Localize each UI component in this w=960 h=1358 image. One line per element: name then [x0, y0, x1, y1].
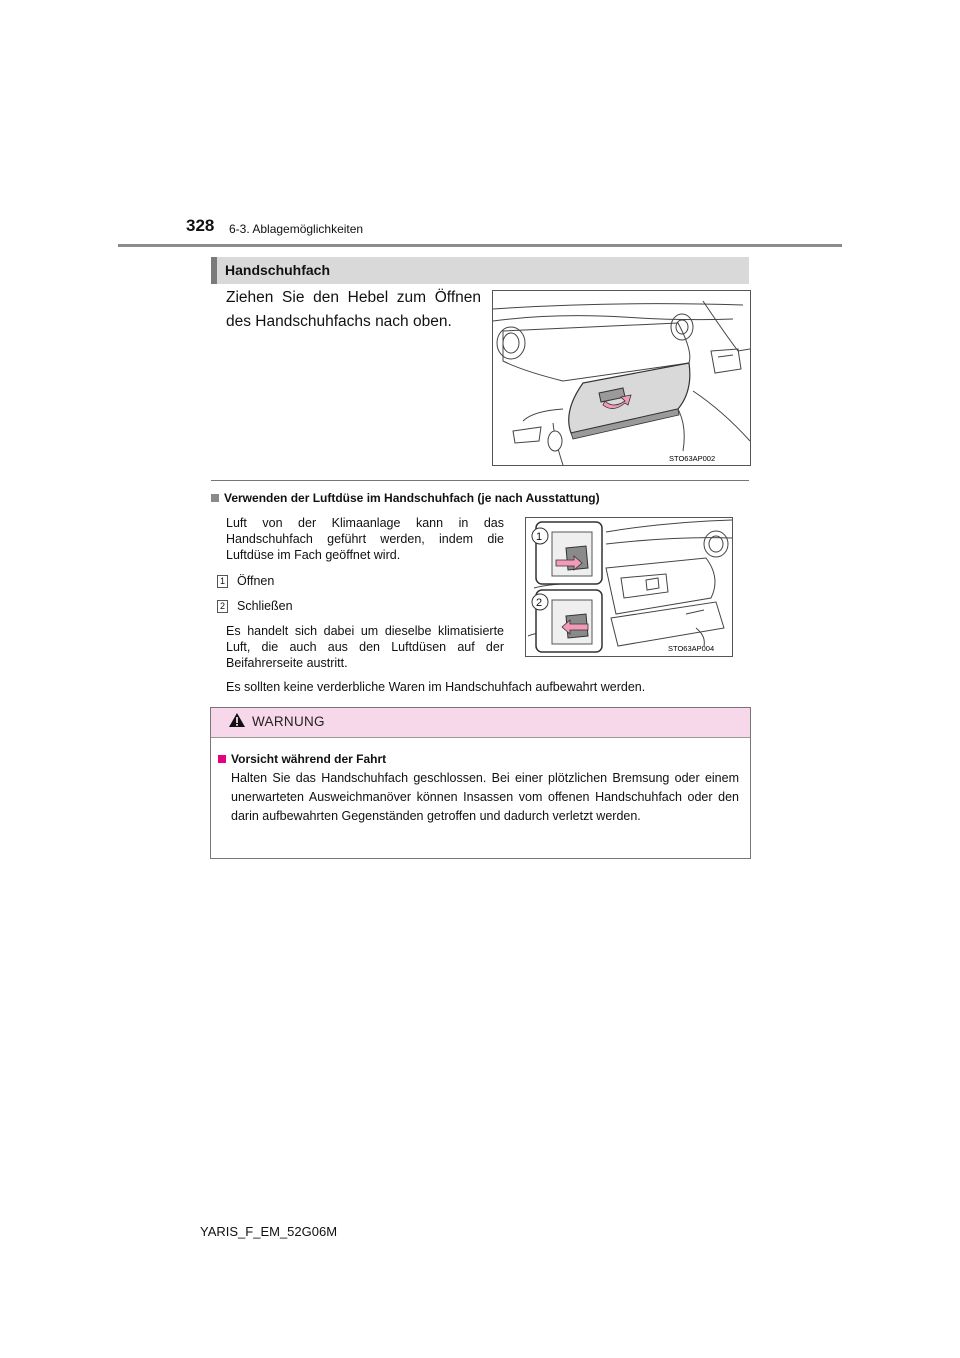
- header-divider: [118, 244, 842, 247]
- callout-2: 2: [536, 597, 543, 609]
- subsection-note: Es handelt sich dabei um dieselbe klimatisierte Luft, die auch aus den Luftdüsen auf der Beifahrerseite austritt.: [226, 624, 504, 670]
- warning-triangle-icon: [228, 712, 246, 733]
- subsection-paragraph: Luft von der Klimaanlage kann in das Handschuhfach geführt werden, indem die Luftdüse im Fach geöffnet wird.: [226, 516, 504, 562]
- section-reference: 6-3. Ablagemöglichkeiten: [229, 222, 364, 236]
- intro-paragraph: Ziehen Sie den Hebel zum Öffnen des Handschuhfachs nach oben.: [226, 289, 481, 330]
- figure2-code: STO63AP004: [668, 644, 715, 653]
- list-item: [217, 599, 293, 613]
- step-number-icon: 1: [217, 575, 228, 588]
- section-title: Handschuhfach: [225, 262, 331, 278]
- list-item: [217, 574, 274, 588]
- list-item-label: Öffnen: [237, 574, 275, 588]
- document-id: YARIS_F_EM_52G06M: [200, 1224, 338, 1239]
- warning-subtitle: Vorsicht während der Fahrt: [231, 752, 387, 766]
- section-divider: [211, 480, 749, 481]
- warning-text: Halten Sie das Handschuhfach geschlossen. Bei einer plötzlichen Bremsung oder einem unerwarteten Ausweichmanöver können Insassen vom offenen Handschuhfach oder den darin aufbewahrten Gegenständen getroffen und dadurch verletzt werden.: [231, 771, 739, 823]
- air-vent-drawing: [526, 518, 732, 656]
- subsection-advice: Es sollten keine verderbliche Waren im Handschuhfach aufbewahrt werden.: [226, 680, 646, 694]
- warning-title: WARNUNG: [252, 714, 325, 729]
- air-vent-illustration: [525, 517, 733, 657]
- step-number-icon: 2: [217, 600, 228, 613]
- warning-subheading: [218, 752, 386, 766]
- page-number: 328: [186, 216, 215, 235]
- glovebox-illustration: [492, 290, 751, 466]
- list-item-label: Schließen: [237, 599, 293, 613]
- callout-1: 1: [536, 531, 543, 543]
- square-bullet-icon: [211, 494, 219, 502]
- figure1-code: STO63AP002: [669, 454, 716, 463]
- subsection-heading: [211, 491, 600, 505]
- glovebox-drawing: [493, 291, 750, 465]
- pink-square-bullet-icon: [218, 755, 226, 763]
- section-heading-marker: [211, 257, 217, 284]
- subsection-title: Verwenden der Luftdüse im Handschuhfach (je nach Ausstattung): [224, 491, 600, 505]
